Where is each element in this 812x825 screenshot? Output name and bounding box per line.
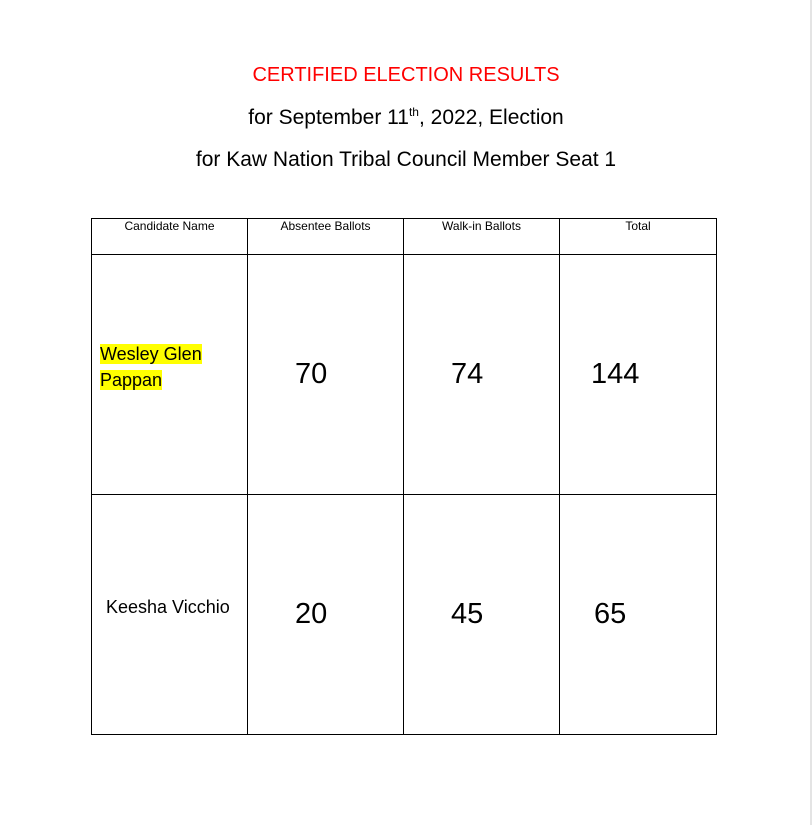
candidate-name-line: Pappan <box>100 369 163 390</box>
election-date-line <box>0 106 812 130</box>
seat-line: for Kaw Nation Tribal Council Member Seat 1 <box>195 148 617 171</box>
header-walk-in-ballots: Walk-in Ballots <box>404 219 560 255</box>
table-row <box>92 255 717 495</box>
absentee-cell <box>248 495 404 735</box>
table-row <box>92 495 717 735</box>
walk-in-cell <box>404 495 560 735</box>
absentee-count: 20 <box>295 598 328 630</box>
candidate-name-line: Wesley Glen <box>100 343 202 364</box>
total-count: 144 <box>591 358 640 390</box>
candidate-name: Keesha Vicchio <box>106 596 230 617</box>
date-ordinal-suffix: th <box>408 105 419 119</box>
date-prefix: for September 11 <box>248 106 409 129</box>
walk-in-cell <box>404 255 560 495</box>
total-count: 65 <box>594 598 627 630</box>
header-absentee-ballots: Absentee Ballots <box>248 219 404 255</box>
absentee-count: 70 <box>295 358 328 390</box>
walk-in-count: 45 <box>451 598 484 630</box>
date-suffix: , 2022, Election <box>418 106 564 129</box>
absentee-cell <box>248 255 404 495</box>
candidate-cell <box>92 495 248 735</box>
document-title: CERTIFIED ELECTION RESULTS <box>252 64 560 86</box>
results-table <box>91 218 717 735</box>
total-cell <box>560 255 717 495</box>
header-candidate-name: Candidate Name <box>92 219 248 255</box>
candidate-cell <box>92 255 248 495</box>
walk-in-count: 74 <box>451 358 484 390</box>
candidate-name-highlighted <box>92 341 247 393</box>
table-header-row <box>92 219 717 255</box>
total-cell <box>560 495 717 735</box>
header-total: Total <box>560 219 717 255</box>
